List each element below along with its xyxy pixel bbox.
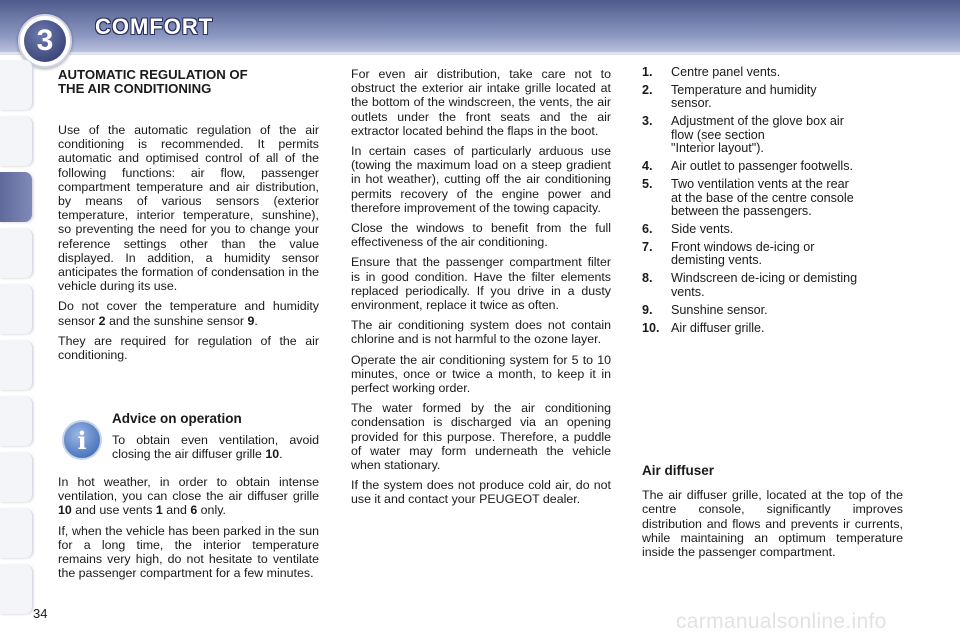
chapter-tab-3-active[interactable] [0,172,33,222]
legend-text: Sunshine sensor. [671,302,768,317]
ref-number: 1 [155,503,163,518]
header-divider [0,52,960,55]
paragraph-towing: In certain cases of particularly arduous use (towing the maximum load on a steep gradient in hot weather), cutting off the air conditioning permits recovery of the engine power and therefore improvement of the towing capacity. [351,144,611,215]
numbered-legend [642,66,912,340]
chapter-tab-5[interactable] [0,284,33,334]
legend-text: Front windows de-icing or demisting vents. [671,240,815,268]
text-run: only. [197,503,226,518]
info-icon: i [62,420,102,460]
legend-item [642,178,912,218]
legend-item [642,66,912,79]
text-run: and use vents [71,503,156,518]
text-run: To obtain even ventilation, avoid closing the air diffuser grille [112,433,319,462]
section-heading-line2: THE AIR CONDITIONING [58,81,212,96]
chapter-tab-1[interactable] [0,60,33,110]
ref-number: 2 [98,313,106,328]
legend-number: 6. [642,222,653,237]
paragraph-parked-sun: If, when the vehicle has been parked in the sun for a long time, the interior temperature remains very high, do not hesitate to ventilate the passenger compartment for a few minutes. [58,523,319,581]
text-run: and [162,503,191,518]
chapter-tab-8[interactable] [0,452,33,502]
legend-number: 8. [642,271,653,286]
chapter-tab-6[interactable] [0,340,33,390]
legend-item [642,322,912,335]
legend-item [642,115,912,155]
air-diffuser-text: The air diffuser grille, located at the top of the centre console, significantly improves distribution and flows and prevents ir currents, while maintaining an optimum temperature inside the passenger compartment. [642,488,903,560]
ref-number: 10 [58,503,72,518]
paragraph-hot-weather [58,475,319,518]
legend-item [642,84,912,111]
legend-number: 4. [642,159,653,174]
legend-text: Air diffuser grille. [671,320,765,335]
paragraph-filter: Ensure that the passenger compartment filter is in good condition. Have the filter elements replaced periodically. If you drive in a dusty environment, replace it twice as often. [351,255,611,313]
legend-number: 9. [642,302,653,317]
paragraph-condensation: The water formed by the air conditioning condensation is discharged via an opening provided for this purpose. Therefore, a puddle of water may form underneath the vehicle when stationary. [351,401,611,473]
paragraph-required: They are required for regulation of the air conditioning. [58,333,319,363]
legend-text: Centre panel vents. [671,65,781,79]
section-heading [58,68,319,96]
chapter-tab-10[interactable] [0,564,33,614]
legend-number: 1. [642,65,653,79]
ref-number: 9 [247,313,255,328]
legend-number: 10. [642,320,660,335]
watermark: carmanualsonline.info [676,610,887,633]
chapter-tab-7[interactable] [0,396,33,446]
paragraph-dealer: If the system does not produce cold air, do not use it and contact your PEUGEOT dealer. [351,478,611,507]
text-run: . [279,447,283,462]
paragraph-intro: Use of the automatic regulation of the air conditioning is recommended. It permits automatic and optimised control of all of the following functions: air flow, passenger compartment temperature and air distribution, by means of various sensors (exterior temperature, interior temperature, sunshine), so preventing the need for you to change your reference settings other than the value displayed. In addition, a humidity sensor anticipates the formation of condensation in the vehicle during its use. [58,123,319,294]
column-left [58,68,319,368]
text-run: and the sunshine sensor [105,313,248,328]
column-middle [351,67,611,513]
legend-text: Two ventilation vents at the rear at the base of the centre console between the passengers. [671,177,854,219]
legend-item [642,223,912,236]
legend-item [642,272,912,299]
paragraph-sensors [58,299,319,327]
section-heading-line1: AUTOMATIC REGULATION OF [58,67,248,82]
text-run: Do not cover the temperature and humidity sensor [58,299,319,328]
ref-number: 10 [265,447,280,462]
legend-text: Temperature and humidity sensor. [671,83,817,111]
paragraph-distribution: For even air distribution, take care not to obstruct the exterior air intake grille located at the bottom of the windscreen, the vents, the air outlets under the front seats and the air extractor located behind the flaps in the boot. [351,67,611,138]
chapter-tab-4[interactable] [0,228,33,278]
air-diffuser-title: Air diffuser [642,463,715,478]
ref-number: 6 [190,503,198,518]
chapter-number: 3 [24,20,66,62]
legend-number: 3. [642,114,653,129]
legend-number: 5. [642,177,653,192]
air-diffuser-section [642,464,903,565]
chapter-tab-2[interactable] [0,116,33,166]
paragraph-ozone: The air conditioning system does not contain chlorine and is not harmful to the ozone layer. [351,318,611,347]
advice-box [112,412,319,468]
column-left-lower [58,475,319,586]
text-run: In hot weather, in order to obtain intense ventilation, you can close the air diffuser grille [58,475,319,504]
page-number: 34 [33,606,48,621]
legend-text: Air outlet to passenger footwells. [671,159,854,174]
legend-item [642,160,912,173]
advice-text [112,433,319,461]
legend-text: Side vents. [671,222,734,237]
chapter-title: COMFORT [95,14,214,39]
text-run: . [254,313,258,328]
legend-number: 7. [642,240,653,255]
legend-text: Windscreen de-icing or demisting vents. [671,271,858,299]
legend-text: Adjustment of the glove box air flow (see section "Interior layout"). [671,114,844,156]
paragraph-operate: Operate the air conditioning system for 5 to 10 minutes, once or twice a month, to keep it in perfect working order. [351,352,611,396]
paragraph-windows: Close the windows to benefit from the full effectiveness of the air conditioning. [351,221,611,250]
legend-item [642,241,912,268]
advice-title: Advice on operation [112,411,242,426]
legend-number: 2. [642,83,653,97]
chapter-tab-9[interactable] [0,508,33,558]
legend-item [642,304,912,317]
